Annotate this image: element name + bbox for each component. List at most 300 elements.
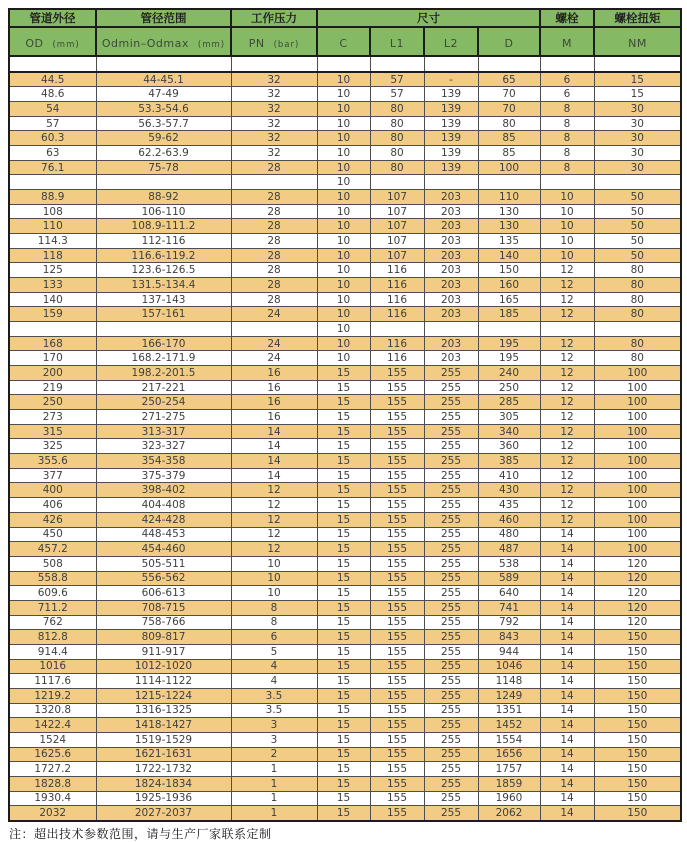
cell-l2: 255: [424, 747, 478, 762]
cell-d: 1960: [478, 791, 540, 806]
cell-c: 15: [317, 791, 370, 806]
cell-pn: 12: [231, 498, 317, 513]
cell-m: 14: [540, 659, 594, 674]
cell-d: 140: [478, 248, 540, 263]
cell-m: 14: [540, 718, 594, 733]
cell-nm: 50: [594, 190, 681, 205]
table-row: [9, 248, 681, 263]
cell-nm: 150: [594, 732, 681, 747]
cell-d: 460: [478, 512, 540, 527]
table-row: [9, 395, 681, 410]
cell-c: 15: [317, 571, 370, 586]
cell-l1: 155: [370, 380, 424, 395]
cell-d: 1859: [478, 776, 540, 791]
cell-nm: 80: [594, 307, 681, 322]
cell-c: 10: [317, 204, 370, 219]
table-row: [9, 527, 681, 542]
cell-c: [317, 56, 370, 72]
cell-pn: 3.5: [231, 703, 317, 718]
cell-range: 108.9-111.2: [96, 219, 231, 234]
cell-l1: 80: [370, 102, 424, 117]
table-row: [9, 703, 681, 718]
cell-l2: 255: [424, 483, 478, 498]
cell-od: 118: [9, 248, 96, 263]
cell-l1: 155: [370, 527, 424, 542]
cell-c: 10: [317, 146, 370, 161]
cell-pn: 3: [231, 718, 317, 733]
cell-m: 8: [540, 131, 594, 146]
cell-nm: 50: [594, 234, 681, 249]
cell-od: 315: [9, 424, 96, 439]
cell-od: 711.2: [9, 600, 96, 615]
cell-od: [9, 175, 96, 190]
cell-od: 219: [9, 380, 96, 395]
cell-l2: 255: [424, 454, 478, 469]
cell-nm: 100: [594, 395, 681, 410]
cell-l1: 155: [370, 424, 424, 439]
cell-pn: 16: [231, 366, 317, 381]
cell-d: 80: [478, 116, 540, 131]
cell-m: 14: [540, 586, 594, 601]
cell-c: 15: [317, 762, 370, 777]
table-row: [9, 718, 681, 733]
table-row: [9, 512, 681, 527]
cell-nm: 120: [594, 615, 681, 630]
cell-m: 12: [540, 263, 594, 278]
cell-range: 123.6-126.5: [96, 263, 231, 278]
cell-pn: 14: [231, 424, 317, 439]
cell-c: 10: [317, 116, 370, 131]
table-row: [9, 586, 681, 601]
cell-range: 75-78: [96, 160, 231, 175]
cell-d: 340: [478, 424, 540, 439]
cell-m: [540, 322, 594, 337]
cell-c: 10: [317, 248, 370, 263]
cell-nm: 100: [594, 380, 681, 395]
cell-nm: 30: [594, 116, 681, 131]
cell-pn: 12: [231, 483, 317, 498]
cell-d: 130: [478, 204, 540, 219]
cell-d: 130: [478, 219, 540, 234]
cell-range: 606-613: [96, 586, 231, 601]
cell-l2: 139: [424, 87, 478, 102]
table-row: [9, 762, 681, 777]
cell-m: 14: [540, 747, 594, 762]
cell-l2: 139: [424, 146, 478, 161]
cell-l2: 255: [424, 630, 478, 645]
cell-od: 325: [9, 439, 96, 454]
cell-nm: 80: [594, 263, 681, 278]
cell-m: 6: [540, 72, 594, 87]
table-row: [9, 644, 681, 659]
cell-od: 558.8: [9, 571, 96, 586]
cell-m: 14: [540, 703, 594, 718]
cell-l2: 255: [424, 498, 478, 513]
cell-od: 60.3: [9, 131, 96, 146]
cell-od: 159: [9, 307, 96, 322]
cell-d: 285: [478, 395, 540, 410]
cell-od: 1219.2: [9, 688, 96, 703]
header-col-label: M: [562, 37, 572, 50]
cell-l1: 155: [370, 483, 424, 498]
pipe-spec-table: [8, 8, 682, 822]
cell-od: 54: [9, 102, 96, 117]
cell-od: [9, 56, 96, 72]
cell-l2: 255: [424, 512, 478, 527]
cell-nm: 30: [594, 102, 681, 117]
cell-od: 1727.2: [9, 762, 96, 777]
cell-od: 914.4: [9, 644, 96, 659]
cell-c: 15: [317, 718, 370, 733]
cell-d: 250: [478, 380, 540, 395]
cell-d: 165: [478, 292, 540, 307]
cell-m: 10: [540, 248, 594, 263]
cell-m: 14: [540, 776, 594, 791]
header-col-label: PN: [248, 37, 265, 50]
table-row: [9, 556, 681, 571]
cell-nm: 150: [594, 659, 681, 674]
table-row: [9, 204, 681, 219]
header-col-l1: [370, 27, 424, 56]
cell-nm: 150: [594, 762, 681, 777]
cell-d: 110: [478, 190, 540, 205]
cell-d: 85: [478, 146, 540, 161]
cell-l2: 255: [424, 468, 478, 483]
cell-pn: 28: [231, 160, 317, 175]
cell-range: 53.3-54.6: [96, 102, 231, 117]
cell-c: 15: [317, 776, 370, 791]
cell-l1: 107: [370, 248, 424, 263]
cell-od: 133: [9, 278, 96, 293]
cell-l1: 57: [370, 87, 424, 102]
cell-nm: 150: [594, 806, 681, 821]
cell-pn: 16: [231, 395, 317, 410]
cell-m: 12: [540, 468, 594, 483]
cell-d: 65: [478, 72, 540, 87]
cell-l2: 255: [424, 688, 478, 703]
cell-l1: 155: [370, 718, 424, 733]
table-row: [9, 688, 681, 703]
cell-nm: [594, 56, 681, 72]
cell-pn: 12: [231, 527, 317, 542]
cell-range: 250-254: [96, 395, 231, 410]
cell-l2: 255: [424, 542, 478, 557]
cell-c: 10: [317, 160, 370, 175]
header-col-c: [317, 27, 370, 56]
cell-c: 15: [317, 542, 370, 557]
header-group-pipe-od: 管道外径: [9, 9, 96, 27]
cell-d: 385: [478, 454, 540, 469]
cell-m: 14: [540, 630, 594, 645]
cell-range: 217-221: [96, 380, 231, 395]
cell-l1: 155: [370, 512, 424, 527]
cell-d: 160: [478, 278, 540, 293]
cell-d: [478, 175, 540, 190]
cell-od: 1625.6: [9, 747, 96, 762]
cell-pn: 14: [231, 468, 317, 483]
cell-pn: 28: [231, 204, 317, 219]
table-row: [9, 468, 681, 483]
cell-d: 944: [478, 644, 540, 659]
cell-l2: 203: [424, 263, 478, 278]
cell-pn: 24: [231, 351, 317, 366]
table-row: [9, 292, 681, 307]
cell-nm: 100: [594, 366, 681, 381]
cell-nm: 100: [594, 527, 681, 542]
cell-od: 1524: [9, 732, 96, 747]
cell-range: 1418-1427: [96, 718, 231, 733]
cell-pn: 32: [231, 87, 317, 102]
cell-m: 8: [540, 160, 594, 175]
cell-range: 323-327: [96, 439, 231, 454]
cell-range: 198.2-201.5: [96, 366, 231, 381]
header-col-label: OD: [25, 37, 44, 50]
cell-pn: 32: [231, 72, 317, 87]
cell-m: 14: [540, 688, 594, 703]
cell-c: 15: [317, 395, 370, 410]
cell-range: 911-917: [96, 644, 231, 659]
cell-m: 12: [540, 439, 594, 454]
cell-l2: 203: [424, 336, 478, 351]
header-col-unit: (mm): [197, 40, 226, 50]
cell-c: 15: [317, 732, 370, 747]
cell-range: 505-511: [96, 556, 231, 571]
cell-c: 15: [317, 498, 370, 513]
cell-c: 10: [317, 87, 370, 102]
cell-l2: [424, 322, 478, 337]
header-group-dimensions: 尺寸: [317, 9, 540, 27]
table-row: [9, 410, 681, 425]
cell-d: 1249: [478, 688, 540, 703]
cell-l1: 107: [370, 219, 424, 234]
header-col-l2: [424, 27, 478, 56]
table-row: [9, 307, 681, 322]
cell-nm: 100: [594, 410, 681, 425]
cell-l1: 155: [370, 747, 424, 762]
cell-l2: 255: [424, 424, 478, 439]
cell-d: 70: [478, 102, 540, 117]
table-row: [9, 102, 681, 117]
table-row: [9, 146, 681, 161]
cell-m: 12: [540, 292, 594, 307]
cell-l1: [370, 322, 424, 337]
cell-m: 10: [540, 219, 594, 234]
cell-nm: 150: [594, 791, 681, 806]
cell-l1: 155: [370, 806, 424, 821]
cell-pn: 8: [231, 600, 317, 615]
cell-c: 10: [317, 322, 370, 337]
header-group-bolt: 螺栓: [540, 9, 594, 27]
cell-range: [96, 322, 231, 337]
cell-l2: 255: [424, 380, 478, 395]
cell-d: 1452: [478, 718, 540, 733]
cell-pn: [231, 175, 317, 190]
cell-range: 112-116: [96, 234, 231, 249]
cell-m: 12: [540, 424, 594, 439]
table-row: [9, 263, 681, 278]
cell-c: 15: [317, 600, 370, 615]
cell-d: 195: [478, 351, 540, 366]
cell-l2: 203: [424, 204, 478, 219]
table-row: [9, 615, 681, 630]
cell-l1: 155: [370, 366, 424, 381]
cell-range: 809-817: [96, 630, 231, 645]
cell-od: 110: [9, 219, 96, 234]
cell-nm: 80: [594, 292, 681, 307]
header-col-label: NM: [628, 37, 647, 50]
cell-m: 12: [540, 498, 594, 513]
table-row: [9, 439, 681, 454]
cell-l2: 255: [424, 600, 478, 615]
cell-c: 10: [317, 72, 370, 87]
cell-m: [540, 56, 594, 72]
table-row: [9, 806, 681, 821]
cell-l1: 80: [370, 131, 424, 146]
cell-d: 70: [478, 87, 540, 102]
cell-l1: 107: [370, 204, 424, 219]
cell-od: 406: [9, 498, 96, 513]
cell-m: 14: [540, 674, 594, 689]
cell-od: 1117.6: [9, 674, 96, 689]
cell-c: 15: [317, 615, 370, 630]
cell-d: [478, 56, 540, 72]
table-row: [9, 116, 681, 131]
cell-d: 185: [478, 307, 540, 322]
cell-range: 157-161: [96, 307, 231, 322]
cell-d: 1046: [478, 659, 540, 674]
cell-pn: 32: [231, 116, 317, 131]
cell-pn: 32: [231, 131, 317, 146]
header-col-pn: [231, 27, 317, 56]
header-col-label: D: [504, 37, 514, 50]
cell-range: 166-170: [96, 336, 231, 351]
cell-l1: 116: [370, 336, 424, 351]
cell-od: 108: [9, 204, 96, 219]
table-row: [9, 498, 681, 513]
table-row: [9, 454, 681, 469]
table-row: [9, 791, 681, 806]
cell-d: 792: [478, 615, 540, 630]
cell-d: [478, 322, 540, 337]
cell-od: [9, 322, 96, 337]
cell-l2: 255: [424, 571, 478, 586]
cell-od: 812.8: [9, 630, 96, 645]
cell-l2: 203: [424, 292, 478, 307]
cell-l1: 116: [370, 307, 424, 322]
cell-range: 271-275: [96, 410, 231, 425]
cell-pn: 1: [231, 776, 317, 791]
cell-l1: 155: [370, 659, 424, 674]
cell-c: 10: [317, 263, 370, 278]
cell-c: 15: [317, 483, 370, 498]
cell-m: 14: [540, 571, 594, 586]
cell-m: 12: [540, 278, 594, 293]
cell-nm: 15: [594, 72, 681, 87]
cell-l1: [370, 56, 424, 72]
cell-od: 400: [9, 483, 96, 498]
cell-nm: 150: [594, 747, 681, 762]
cell-od: 273: [9, 410, 96, 425]
cell-d: 2062: [478, 806, 540, 821]
cell-l1: 155: [370, 791, 424, 806]
table-row: [9, 175, 681, 190]
cell-od: 609.6: [9, 586, 96, 601]
cell-pn: 28: [231, 248, 317, 263]
cell-m: 12: [540, 395, 594, 410]
cell-l1: 155: [370, 732, 424, 747]
cell-c: 10: [317, 351, 370, 366]
cell-m: 14: [540, 600, 594, 615]
cell-l2: 255: [424, 806, 478, 821]
cell-m: 12: [540, 366, 594, 381]
cell-l1: 155: [370, 644, 424, 659]
cell-nm: 120: [594, 556, 681, 571]
table-row: [9, 747, 681, 762]
cell-d: 240: [478, 366, 540, 381]
cell-c: 15: [317, 410, 370, 425]
cell-pn: 32: [231, 102, 317, 117]
cell-range: 62.2-63.9: [96, 146, 231, 161]
cell-od: 1422.4: [9, 718, 96, 733]
cell-od: 1320.8: [9, 703, 96, 718]
cell-range: 47-49: [96, 87, 231, 102]
cell-pn: 4: [231, 659, 317, 674]
cell-d: 538: [478, 556, 540, 571]
table-row: [9, 630, 681, 645]
cell-range: 1012-1020: [96, 659, 231, 674]
cell-nm: 120: [594, 600, 681, 615]
cell-nm: 150: [594, 703, 681, 718]
cell-nm: 80: [594, 336, 681, 351]
cell-nm: 100: [594, 483, 681, 498]
cell-d: 135: [478, 234, 540, 249]
table-row: [9, 659, 681, 674]
cell-range: 116.6-119.2: [96, 248, 231, 263]
table-row: [9, 219, 681, 234]
cell-c: 15: [317, 586, 370, 601]
cell-pn: 12: [231, 512, 317, 527]
cell-pn: 24: [231, 307, 317, 322]
cell-nm: 50: [594, 248, 681, 263]
cell-d: 305: [478, 410, 540, 425]
cell-nm: [594, 175, 681, 190]
cell-od: 2032: [9, 806, 96, 821]
header-col-od: [9, 27, 96, 56]
cell-d: 1148: [478, 674, 540, 689]
cell-l2: 139: [424, 116, 478, 131]
cell-nm: 100: [594, 439, 681, 454]
cell-d: 589: [478, 571, 540, 586]
table-row: [9, 234, 681, 249]
cell-pn: 8: [231, 615, 317, 630]
cell-nm: 120: [594, 571, 681, 586]
cell-pn: 28: [231, 263, 317, 278]
cell-c: 15: [317, 468, 370, 483]
cell-od: 762: [9, 615, 96, 630]
cell-l2: 255: [424, 674, 478, 689]
cell-range: 448-453: [96, 527, 231, 542]
cell-m: 12: [540, 336, 594, 351]
cell-l1: 155: [370, 439, 424, 454]
cell-pn: 14: [231, 454, 317, 469]
cell-od: 140: [9, 292, 96, 307]
cell-pn: 10: [231, 556, 317, 571]
header-col-label: Odmin–Odmax: [101, 37, 189, 50]
table-row: [9, 380, 681, 395]
cell-pn: 12: [231, 542, 317, 557]
cell-od: 250: [9, 395, 96, 410]
cell-range: 44-45.1: [96, 72, 231, 87]
